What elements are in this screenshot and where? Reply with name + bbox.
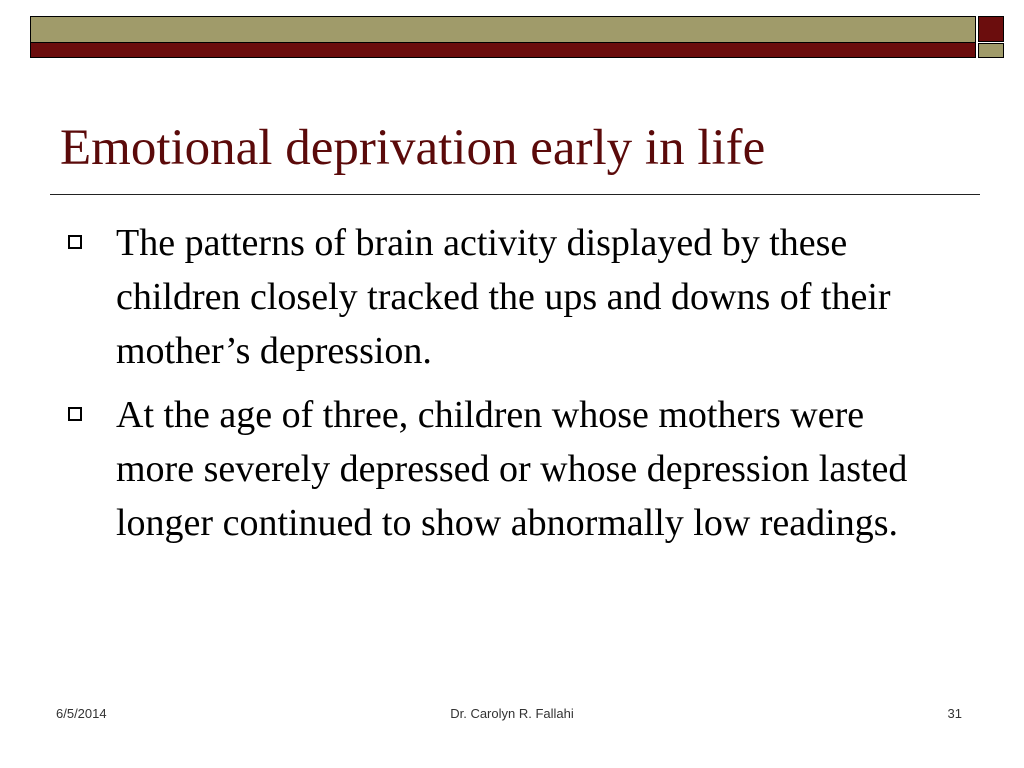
bullet-text: At the age of three, children whose mothers were more severely depressed or whose depression lasted longer continued to show abnormally low readings.	[116, 394, 908, 544]
slide-number: 31	[947, 706, 962, 721]
hollow-square-bullet-icon	[68, 235, 82, 249]
title-divider	[50, 194, 980, 195]
slide-title: Emotional deprivation early in life	[60, 120, 766, 176]
header-decoration-stripe	[31, 42, 975, 57]
list-item	[64, 216, 944, 378]
footer-date: 6/5/2014	[56, 706, 107, 721]
footer-author: Dr. Carolyn R. Fallahi	[450, 706, 574, 721]
corner-square-maroon	[978, 16, 1004, 42]
bullet-text: The patterns of brain activity displayed by these children closely tracked the ups and downs of their mother’s depression.	[116, 222, 891, 372]
corner-square-olive	[978, 43, 1004, 58]
header-decoration-band	[30, 16, 976, 58]
hollow-square-bullet-icon	[68, 407, 82, 421]
list-item	[64, 388, 944, 550]
bullet-list	[64, 216, 944, 560]
